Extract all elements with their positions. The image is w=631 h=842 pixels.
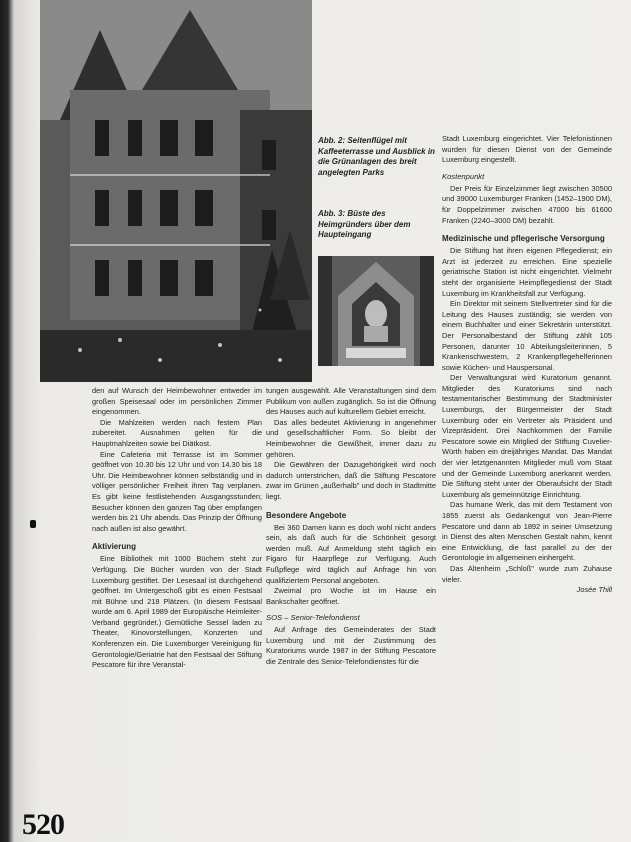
section-heading: Aktivierung [92,542,137,552]
paragraph: tungen ausgewählt. Alle Veranstaltungen sind dem Publikum von außen zugänglich. So ist die Öffnung des Hauses auch auf kulturellem Gebiet erreicht. [266,386,436,417]
paragraph: Stadt Luxemburg eingerichtet. Vier Telefonistinnen wurden für diesen Dienst von der Gemeinde Luxemburg eingestellt. [442,134,612,165]
building-illustration [40,0,312,382]
paragraph: Zweimal pro Woche ist im Hause ein Bankschalter geöffnet. [266,586,436,606]
text-column-3 [442,134,612,836]
binding-hole [30,520,36,528]
paragraph: Die Mahlzeiten werden nach festem Plan zubereitet. Ausnahmen gelten für die Hauptmahlzeiten sowie bei Diätkost. [92,417,262,448]
text-column-2 [266,386,436,804]
paragraph: Eine Bibliothek mit 1000 Büchern steht zur Verfügung. Die Bücher wurden von der Stadt Luxemburg gestiftet. Der Lesesaal ist durchgehend geöffnet. Im Untergeschoß gibt es einen Festsaal mit Bühne und 218 Plätzen. (In diesem Festsaal wurde am 6. April 1989 der Europäische Heimleiter-Verband gegründet.) Gemütliche Sessel laden zu Theater, Kinovorstellungen, Konzerten und Konferenzen ein. Die Luxemburger Vereinigung für Gerontologie/Geriatrie hat den Festsaal der Stiftung Pescatore für ihre Veranstal- [92,554,262,670]
section-heading: Kostenpunkt [442,171,485,181]
paragraph: Ein Direktor mit seinem Stellvertreter sind für die Leitung des Hauses zuständig; sie werden von einem Buchhalter und einer Sekretärin unterstützt. Der Personalbestand der Stiftung zählt 105 Personen, darunter 10 Abteilungsleiterinnen, 5 Krankenschwestern, 2 Krankenpflegehelferinnen sowie Küchen- und Hauspersonal. [442,299,612,372]
paragraph: Das Altenheim „Schloß" wurde zum Zuhause vieler. [442,563,612,584]
paragraph: Bei 360 Damen kann es doch wohl nicht anders sein, als daß auch für die Schönheit gesorgt werden muß. Auf Anmeldung steht täglich ein Figaro für Haarpflege zur Verfügung. Auch Fußpflege wird täglich auf Anfrage hin von qualifiziertem Personal angeboten. [266,522,436,585]
paragraph: Der Verwaltungsrat wird Kuratorium genannt. Mitglieder des Kuratoriums sind nach testamentarischer Bestimmung der Stadtminister Luxemburgs, der Bürgermeister der Stadt Luxemburg oder ein Vertreter als Präsident und Vizepräsident. Drei Nachkommen der Familie Pescatore sowie ein Mitglied der Stiftung Cuvelier-Würth haben ein dreijähriges Mandat. Das Mandat der vier letztgenannten Mitglieder muß vom Staat und der Gemeinde Luxemburg anerkannt werden. Die Stiftung steht unter der Oberaufsicht der Stadt Luxemburg als gemeinnützige Einrichtung. [442,373,612,499]
text-column-1 [92,386,262,804]
paragraph: Das alles bedeutet Aktivierung in angenehmer und gesellschaftlicher Form. So bleibt der Heimbewohner die Gewißheit, immer dazu zu gehören. [266,417,436,459]
page-number: 520 [22,808,64,841]
paragraph: Die Gewähren der Dazugehörigkeit wird noch dadurch unterstrichen, daß die Stiftung Pescatore zwar im Grünen „außerhalb" und doch in Stadtmitte liegt. [266,460,436,501]
paragraph: Der Preis für Einzelzimmer liegt zwischen 30500 und 39000 Luxemburger Franken (1452–1900 DM), für Doppelzimmer zwischen 47000 bis 61600 Franken (2240–3000 DM) bezahlt. [442,183,612,225]
paragraph: Die Stiftung hat ihren eigenen Pflegedienst; ein Arzt ist jederzeit zu erreichen. Eine spezielle geriatrische Station ist nicht eingerichtet. Vielmehr steht der organisierte Heimpflegedienst der Stadt Luxemburg im Krankheitsfall zur Verfügung. [442,246,612,298]
author-signature: Josée Thill [576,585,612,595]
bust-photo [318,256,434,366]
section-heading: SOS – Senior-Telefondienst [266,613,360,623]
paragraph: den auf Wunsch der Heimbewohner entweder im großen Speisesaal oder im persönlichen Zimmer eingenommen. [92,386,262,417]
paragraph: Das humane Werk, das mit dem Testament von 1855 zuerst als Gedankengut von Jean-Pierre Pescatore und dann ab 1892 in seiner Umsetzung in Dienst des alten Menschen Gestalt nahm, kennt eine Entwicklung, die fast parallel zu der der Gerontologie im allgemeinen einhergeht. [442,500,612,563]
bust-illustration [318,256,434,366]
section-heading: Medizinische und pflegerische Versorgung [442,234,605,244]
figure-2-caption: Abb. 2: Seitenflügel mit Kaffeeterrasse und Ausblick in die Grünanlagen des breit angelegten Parks [318,136,435,177]
paragraph: Auf Anfrage des Gemeinderates der Stadt Luxemburg und mit der Zustimmung des Kuratoriums wurde 1987 in der Stiftung Pescatore die Zentrale des Senior-Telefondienstes für die [266,625,436,667]
paragraph: Eine Cafeteria mit Terrasse ist im Sommer geöffnet von 10.30 bis 12 Uhr und von 14.30 bis 18 Uhr. Die Heimbewohner können selbständig und in völliger persönlicher Freiheit ihren Tag verplanen. Es gibt keine festlistehenden Ausgangsstunden; Besucher können den ganzen Tag über empfangen werden bis 21 Uhr abends. Das Prinzip der Öffnung nach außen ist also gewährt. [92,449,262,533]
building-photo [40,0,312,382]
figure-3-caption: Abb. 3: Büste des Heimgründers über dem Haupteingang [318,209,411,239]
section-heading: Besondere Angebote [266,510,347,520]
